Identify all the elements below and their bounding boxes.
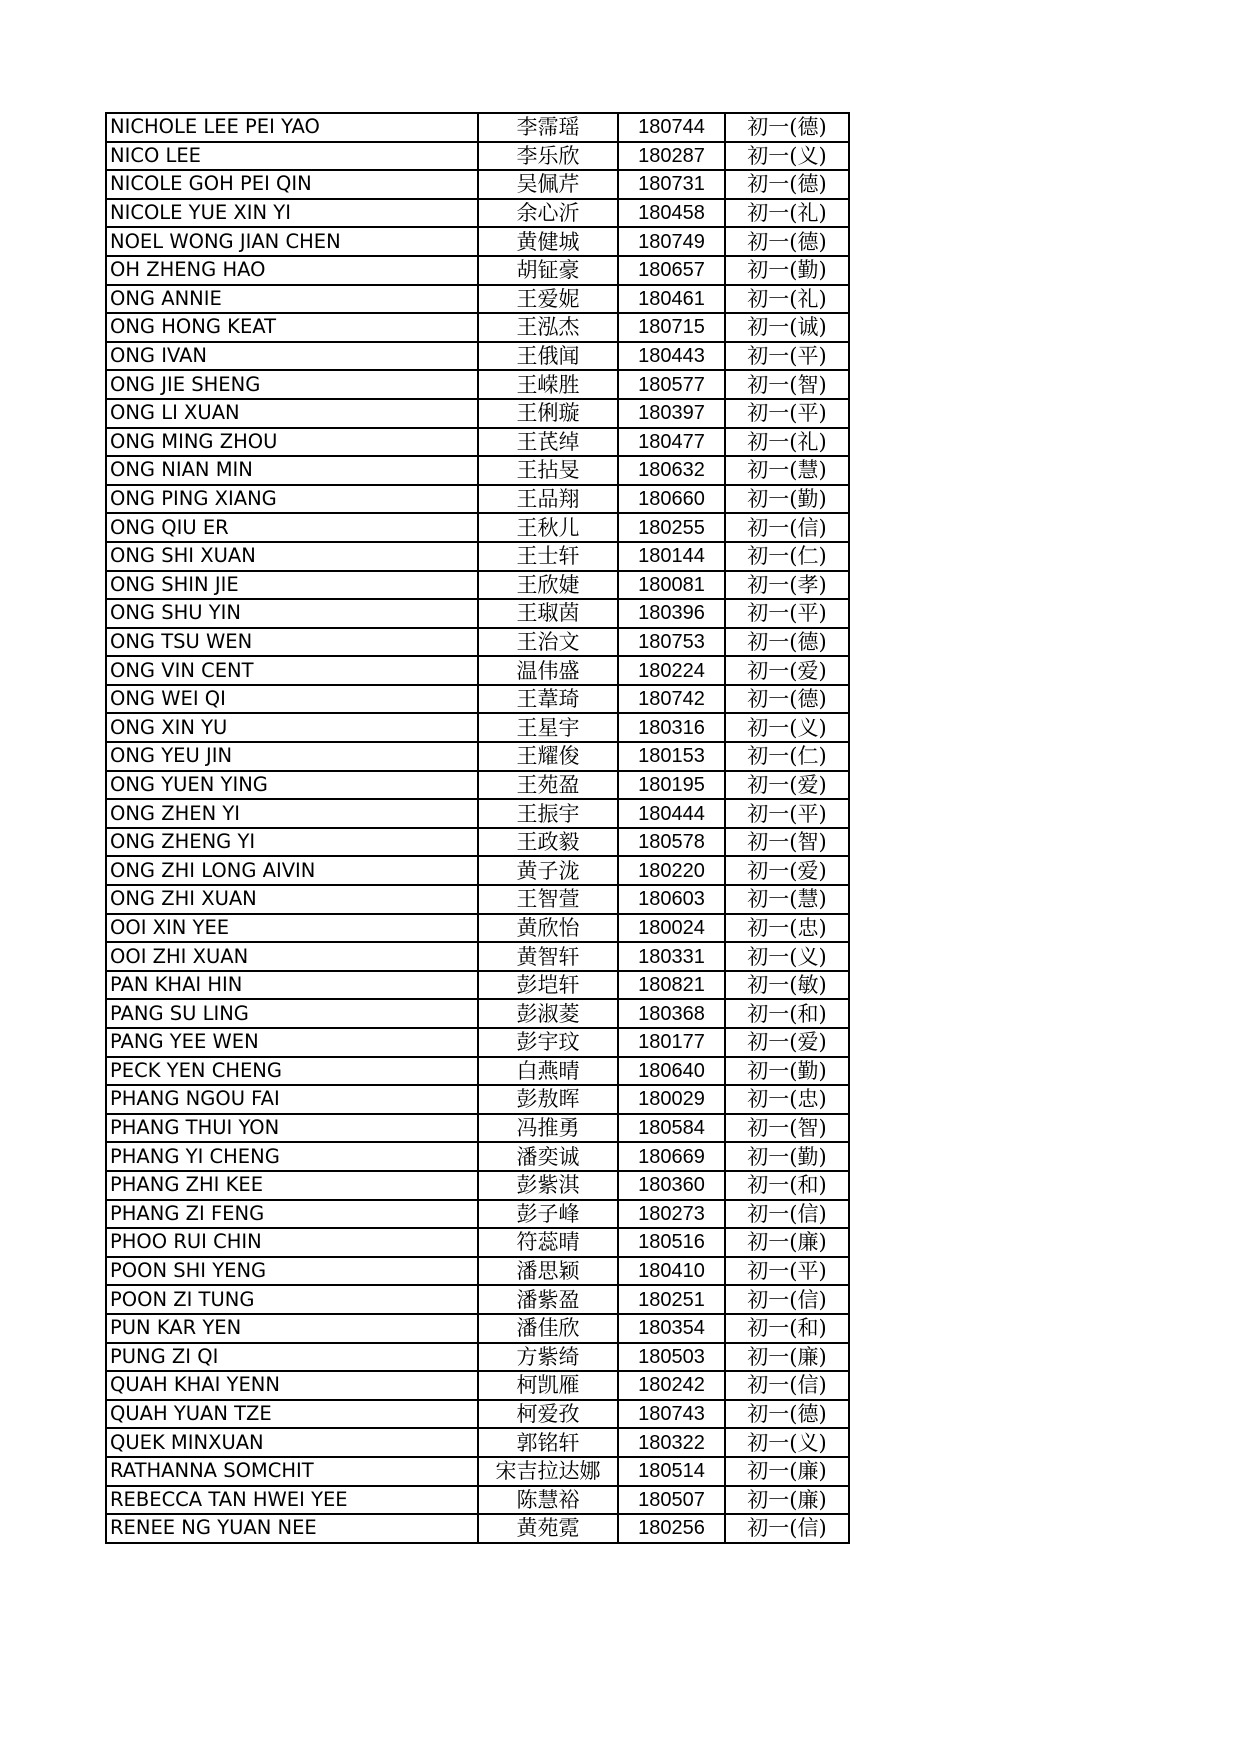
- english-name-cell: ONG WEI QI: [106, 685, 478, 714]
- student-id-cell: 180749: [618, 227, 725, 256]
- chinese-name-cell: 王欣婕: [478, 571, 618, 600]
- student-id-cell: 180354: [618, 1314, 725, 1343]
- class-cell: 初一(义): [725, 1428, 849, 1457]
- table-row: [106, 513, 849, 542]
- chinese-name-cell: 彭紫淇: [478, 1171, 618, 1200]
- student-id-cell: 180584: [618, 1114, 725, 1143]
- chinese-name-cell: 王政毅: [478, 828, 618, 857]
- student-id-cell: 180657: [618, 256, 725, 285]
- table-row: [106, 971, 849, 1000]
- table-row: [106, 1257, 849, 1286]
- chinese-name-cell: 王士轩: [478, 542, 618, 571]
- chinese-name-cell: 王品翔: [478, 485, 618, 514]
- table-row: [106, 485, 849, 514]
- student-id-cell: 180744: [618, 113, 725, 142]
- english-name-cell: ONG YEU JIN: [106, 742, 478, 771]
- table-row: [106, 771, 849, 800]
- student-id-cell: 180742: [618, 685, 725, 714]
- table-row: [106, 456, 849, 485]
- table-row: [106, 542, 849, 571]
- student-id-cell: 180715: [618, 313, 725, 342]
- class-cell: 初一(爱): [725, 656, 849, 685]
- english-name-cell: PECK YEN CHENG: [106, 1057, 478, 1086]
- chinese-name-cell: 方紫绮: [478, 1343, 618, 1372]
- english-name-cell: PHANG NGOU FAI: [106, 1085, 478, 1114]
- class-cell: 初一(和): [725, 1314, 849, 1343]
- table-row: [106, 428, 849, 457]
- table-row: [106, 856, 849, 885]
- chinese-name-cell: 符蕊晴: [478, 1228, 618, 1257]
- chinese-name-cell: 王芪绰: [478, 428, 618, 457]
- english-name-cell: NICOLE YUE XIN YI: [106, 199, 478, 228]
- student-id-cell: 180516: [618, 1228, 725, 1257]
- table-row: [106, 885, 849, 914]
- english-name-cell: PUNG ZI QI: [106, 1343, 478, 1372]
- chinese-name-cell: 李乐欣: [478, 142, 618, 171]
- english-name-cell: QUAH YUAN TZE: [106, 1400, 478, 1429]
- class-cell: 初一(忠): [725, 914, 849, 943]
- chinese-name-cell: 彭子峰: [478, 1200, 618, 1229]
- table-row: [106, 656, 849, 685]
- student-id-cell: 180444: [618, 799, 725, 828]
- english-name-cell: ONG QIU ER: [106, 513, 478, 542]
- chinese-name-cell: 彭淑菱: [478, 999, 618, 1028]
- student-id-cell: 180603: [618, 885, 725, 914]
- table-row: [106, 142, 849, 171]
- class-cell: 初一(平): [725, 599, 849, 628]
- english-name-cell: PHANG ZI FENG: [106, 1200, 478, 1229]
- class-cell: 初一(德): [725, 227, 849, 256]
- student-id-cell: 180731: [618, 170, 725, 199]
- student-id-cell: 180821: [618, 971, 725, 1000]
- table-row: [106, 1171, 849, 1200]
- chinese-name-cell: 王俄闻: [478, 342, 618, 371]
- student-id-cell: 180669: [618, 1142, 725, 1171]
- table-row: [106, 342, 849, 371]
- class-cell: 初一(义): [725, 142, 849, 171]
- chinese-name-cell: 王治文: [478, 628, 618, 657]
- roster-body: [106, 113, 849, 1543]
- student-id-cell: 180224: [618, 656, 725, 685]
- table-row: [106, 170, 849, 199]
- student-id-cell: 180458: [618, 199, 725, 228]
- english-name-cell: OOI ZHI XUAN: [106, 942, 478, 971]
- class-cell: 初一(勤): [725, 485, 849, 514]
- table-row: [106, 313, 849, 342]
- english-name-cell: NICOLE GOH PEI QIN: [106, 170, 478, 199]
- chinese-name-cell: 彭敖晖: [478, 1085, 618, 1114]
- english-name-cell: ONG IVAN: [106, 342, 478, 371]
- class-cell: 初一(慧): [725, 885, 849, 914]
- english-name-cell: OOI XIN YEE: [106, 914, 478, 943]
- chinese-name-cell: 王星宇: [478, 713, 618, 742]
- class-cell: 初一(勤): [725, 1057, 849, 1086]
- class-cell: 初一(平): [725, 799, 849, 828]
- class-cell: 初一(诚): [725, 313, 849, 342]
- student-id-cell: 180477: [618, 428, 725, 457]
- english-name-cell: ONG ANNIE: [106, 285, 478, 314]
- chinese-name-cell: 黄智轩: [478, 942, 618, 971]
- student-id-cell: 180753: [618, 628, 725, 657]
- table-row: [106, 1371, 849, 1400]
- table-row: [106, 199, 849, 228]
- english-name-cell: ONG XIN YU: [106, 713, 478, 742]
- english-name-cell: ONG SHU YIN: [106, 599, 478, 628]
- table-row: [106, 256, 849, 285]
- class-cell: 初一(信): [725, 1514, 849, 1543]
- chinese-name-cell: 王耀俊: [478, 742, 618, 771]
- chinese-name-cell: 冯推勇: [478, 1114, 618, 1143]
- class-cell: 初一(和): [725, 1171, 849, 1200]
- chinese-name-cell: 柯凯雁: [478, 1371, 618, 1400]
- table-row: [106, 828, 849, 857]
- english-name-cell: ONG MING ZHOU: [106, 428, 478, 457]
- student-id-cell: 180396: [618, 599, 725, 628]
- table-row: [106, 599, 849, 628]
- table-row: [106, 399, 849, 428]
- class-cell: 初一(平): [725, 1257, 849, 1286]
- student-id-cell: 180360: [618, 1171, 725, 1200]
- student-id-cell: 180029: [618, 1085, 725, 1114]
- chinese-name-cell: 潘紫盈: [478, 1285, 618, 1314]
- chinese-name-cell: 柯爱孜: [478, 1400, 618, 1429]
- chinese-name-cell: 王振宇: [478, 799, 618, 828]
- student-id-cell: 180397: [618, 399, 725, 428]
- chinese-name-cell: 王琡茵: [478, 599, 618, 628]
- table-row: [106, 1285, 849, 1314]
- english-name-cell: ONG ZHI XUAN: [106, 885, 478, 914]
- table-row: [106, 113, 849, 142]
- table-row: [106, 227, 849, 256]
- class-cell: 初一(信): [725, 1371, 849, 1400]
- english-name-cell: ONG ZHI LONG AIVIN: [106, 856, 478, 885]
- chinese-name-cell: 黄苑霓: [478, 1514, 618, 1543]
- english-name-cell: ONG ZHENG YI: [106, 828, 478, 857]
- table-row: [106, 685, 849, 714]
- table-row: [106, 713, 849, 742]
- english-name-cell: ONG PING XIANG: [106, 485, 478, 514]
- table-row: [106, 370, 849, 399]
- class-cell: 初一(爱): [725, 1028, 849, 1057]
- class-cell: 初一(礼): [725, 199, 849, 228]
- class-cell: 初一(敏): [725, 971, 849, 1000]
- student-id-cell: 180368: [618, 999, 725, 1028]
- student-id-cell: 180081: [618, 571, 725, 600]
- class-cell: 初一(廉): [725, 1486, 849, 1515]
- student-id-cell: 180195: [618, 771, 725, 800]
- english-name-cell: NOEL WONG JIAN CHEN: [106, 227, 478, 256]
- student-id-cell: 180316: [618, 713, 725, 742]
- class-cell: 初一(廉): [725, 1343, 849, 1372]
- english-name-cell: QUAH KHAI YENN: [106, 1371, 478, 1400]
- english-name-cell: ONG ZHEN YI: [106, 799, 478, 828]
- english-name-cell: ONG TSU WEN: [106, 628, 478, 657]
- english-name-cell: PHANG THUI YON: [106, 1114, 478, 1143]
- english-name-cell: ONG SHIN JIE: [106, 571, 478, 600]
- class-cell: 初一(仁): [725, 542, 849, 571]
- student-id-cell: 180514: [618, 1457, 725, 1486]
- class-cell: 初一(勤): [725, 256, 849, 285]
- english-name-cell: ONG VIN CENT: [106, 656, 478, 685]
- chinese-name-cell: 潘佳欣: [478, 1314, 618, 1343]
- class-cell: 初一(义): [725, 713, 849, 742]
- student-id-cell: 180578: [618, 828, 725, 857]
- class-cell: 初一(平): [725, 399, 849, 428]
- class-cell: 初一(信): [725, 1200, 849, 1229]
- table-row: [106, 742, 849, 771]
- class-cell: 初一(信): [725, 1285, 849, 1314]
- english-name-cell: ONG LI XUAN: [106, 399, 478, 428]
- english-name-cell: ONG JIE SHENG: [106, 370, 478, 399]
- table-row: [106, 1200, 849, 1229]
- student-id-cell: 180461: [618, 285, 725, 314]
- class-cell: 初一(忠): [725, 1085, 849, 1114]
- student-id-cell: 180322: [618, 1428, 725, 1457]
- chinese-name-cell: 白燕晴: [478, 1057, 618, 1086]
- english-name-cell: NICHOLE LEE PEI YAO: [106, 113, 478, 142]
- chinese-name-cell: 郭铭轩: [478, 1428, 618, 1457]
- english-name-cell: REBECCA TAN HWEI YEE: [106, 1486, 478, 1515]
- student-id-cell: 180251: [618, 1285, 725, 1314]
- table-row: [106, 942, 849, 971]
- student-id-cell: 180507: [618, 1486, 725, 1515]
- english-name-cell: RATHANNA SOMCHIT: [106, 1457, 478, 1486]
- table-row: [106, 628, 849, 657]
- table-row: [106, 1314, 849, 1343]
- table-row: [106, 1142, 849, 1171]
- english-name-cell: OH ZHENG HAO: [106, 256, 478, 285]
- english-name-cell: RENEE NG YUAN NEE: [106, 1514, 478, 1543]
- class-cell: 初一(孝): [725, 571, 849, 600]
- table-row: [106, 1343, 849, 1372]
- class-cell: 初一(德): [725, 170, 849, 199]
- english-name-cell: NICO LEE: [106, 142, 478, 171]
- chinese-name-cell: 彭垲轩: [478, 971, 618, 1000]
- class-cell: 初一(德): [725, 1400, 849, 1429]
- chinese-name-cell: 王秋儿: [478, 513, 618, 542]
- class-cell: 初一(礼): [725, 428, 849, 457]
- chinese-name-cell: 潘奕诚: [478, 1142, 618, 1171]
- student-id-cell: 180273: [618, 1200, 725, 1229]
- table-row: [106, 1028, 849, 1057]
- table-row: [106, 285, 849, 314]
- chinese-name-cell: 王泓杰: [478, 313, 618, 342]
- chinese-name-cell: 王拈旻: [478, 456, 618, 485]
- english-name-cell: PHANG ZHI KEE: [106, 1171, 478, 1200]
- english-name-cell: ONG HONG KEAT: [106, 313, 478, 342]
- class-cell: 初一(德): [725, 685, 849, 714]
- class-cell: 初一(勤): [725, 1142, 849, 1171]
- table-row: [106, 1457, 849, 1486]
- student-id-cell: 180242: [618, 1371, 725, 1400]
- english-name-cell: ONG YUEN YING: [106, 771, 478, 800]
- english-name-cell: PHOO RUI CHIN: [106, 1228, 478, 1257]
- student-id-cell: 180153: [618, 742, 725, 771]
- table-row: [106, 1114, 849, 1143]
- class-cell: 初一(和): [725, 999, 849, 1028]
- chinese-name-cell: 王葦琦: [478, 685, 618, 714]
- student-id-cell: 180144: [618, 542, 725, 571]
- student-id-cell: 180577: [618, 370, 725, 399]
- english-name-cell: POON ZI TUNG: [106, 1285, 478, 1314]
- class-cell: 初一(平): [725, 342, 849, 371]
- student-id-cell: 180743: [618, 1400, 725, 1429]
- class-cell: 初一(仁): [725, 742, 849, 771]
- chinese-name-cell: 彭宇玟: [478, 1028, 618, 1057]
- student-id-cell: 180331: [618, 942, 725, 971]
- class-cell: 初一(智): [725, 1114, 849, 1143]
- class-cell: 初一(智): [725, 828, 849, 857]
- chinese-name-cell: 王爱妮: [478, 285, 618, 314]
- chinese-name-cell: 宋吉拉达娜: [478, 1457, 618, 1486]
- english-name-cell: ONG SHI XUAN: [106, 542, 478, 571]
- english-name-cell: POON SHI YENG: [106, 1257, 478, 1286]
- english-name-cell: PANG SU LING: [106, 999, 478, 1028]
- english-name-cell: PHANG YI CHENG: [106, 1142, 478, 1171]
- chinese-name-cell: 余心沂: [478, 199, 618, 228]
- table-row: [106, 1228, 849, 1257]
- chinese-name-cell: 黄子泷: [478, 856, 618, 885]
- class-cell: 初一(德): [725, 628, 849, 657]
- student-id-cell: 180503: [618, 1343, 725, 1372]
- table-row: [106, 1400, 849, 1429]
- student-id-cell: 180443: [618, 342, 725, 371]
- chinese-name-cell: 黄欣怡: [478, 914, 618, 943]
- english-name-cell: PANG YEE WEN: [106, 1028, 478, 1057]
- table-row: [106, 1057, 849, 1086]
- chinese-name-cell: 王智萱: [478, 885, 618, 914]
- table-row: [106, 571, 849, 600]
- class-cell: 初一(爱): [725, 771, 849, 800]
- english-name-cell: ONG NIAN MIN: [106, 456, 478, 485]
- class-cell: 初一(礼): [725, 285, 849, 314]
- class-cell: 初一(爱): [725, 856, 849, 885]
- class-cell: 初一(智): [725, 370, 849, 399]
- student-id-cell: 180177: [618, 1028, 725, 1057]
- english-name-cell: PUN KAR YEN: [106, 1314, 478, 1343]
- class-cell: 初一(廉): [725, 1228, 849, 1257]
- chinese-name-cell: 潘思颖: [478, 1257, 618, 1286]
- student-id-cell: 180410: [618, 1257, 725, 1286]
- class-cell: 初一(信): [725, 513, 849, 542]
- student-id-cell: 180255: [618, 513, 725, 542]
- table-row: [106, 1085, 849, 1114]
- student-id-cell: 180640: [618, 1057, 725, 1086]
- chinese-name-cell: 王嵘胜: [478, 370, 618, 399]
- table-row: [106, 799, 849, 828]
- chinese-name-cell: 黄健城: [478, 227, 618, 256]
- english-name-cell: PAN KHAI HIN: [106, 971, 478, 1000]
- table-row: [106, 999, 849, 1028]
- student-id-cell: 180632: [618, 456, 725, 485]
- english-name-cell: QUEK MINXUAN: [106, 1428, 478, 1457]
- chinese-name-cell: 胡钲豪: [478, 256, 618, 285]
- chinese-name-cell: 吴佩芹: [478, 170, 618, 199]
- chinese-name-cell: 王俐璇: [478, 399, 618, 428]
- table-row: [106, 914, 849, 943]
- chinese-name-cell: 李霈瑶: [478, 113, 618, 142]
- student-id-cell: 180220: [618, 856, 725, 885]
- class-cell: 初一(德): [725, 113, 849, 142]
- chinese-name-cell: 温伟盛: [478, 656, 618, 685]
- class-cell: 初一(慧): [725, 456, 849, 485]
- class-cell: 初一(义): [725, 942, 849, 971]
- chinese-name-cell: 陈慧裕: [478, 1486, 618, 1515]
- student-id-cell: 180024: [618, 914, 725, 943]
- table-row: [106, 1428, 849, 1457]
- chinese-name-cell: 王苑盈: [478, 771, 618, 800]
- table-row: [106, 1514, 849, 1543]
- student-id-cell: 180660: [618, 485, 725, 514]
- student-id-cell: 180287: [618, 142, 725, 171]
- student-id-cell: 180256: [618, 1514, 725, 1543]
- student-roster-table: [105, 112, 850, 1544]
- class-cell: 初一(廉): [725, 1457, 849, 1486]
- table-row: [106, 1486, 849, 1515]
